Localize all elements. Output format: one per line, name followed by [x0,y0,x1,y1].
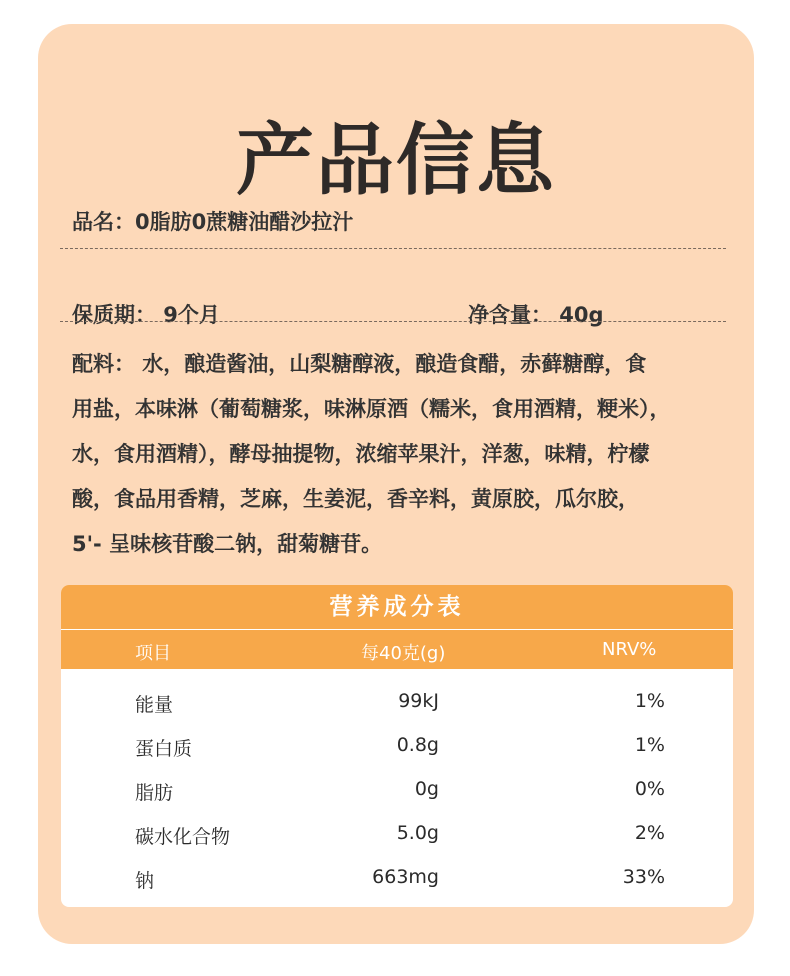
product-info-card [38,24,754,944]
column-header-nrv: NRV% [602,639,657,660]
product-name: 品名：0脂肪0蔗糖油醋沙拉汁 [72,210,354,234]
nutrient-value: 0g [414,778,439,800]
ingredients-line: 酸，食品用香精，芝麻，生姜泥，香辛料，黄原胶，瓜尔胶， [72,487,639,511]
nutrient-nrv: 0% [634,778,665,800]
ingredients-line: 水，食用酒精），酵母抽提物，浓缩苹果汁，洋葱，味精，柠檬 [72,442,650,466]
dashed-divider [60,248,726,249]
nutrient-value: 5.0g [396,822,439,844]
nutrient-nrv: 2% [634,822,665,844]
net-content: 净含量： 40g [468,303,604,327]
table-row [61,734,733,764]
nutrient-name: 脂肪 [135,782,174,804]
nutrition-column-headers [61,630,733,669]
dashed-divider [60,321,726,322]
column-header-item: 项目 [135,643,171,664]
nutrient-value: 99kJ [398,690,439,712]
nutrition-heading: 营养成分表 [61,585,733,629]
nutrient-nrv: 1% [634,734,665,756]
nutrient-nrv: 33% [622,866,665,888]
nutrient-value: 0.8g [396,734,439,756]
nutrition-table [61,585,733,907]
nutrient-value: 663mg [372,866,439,888]
nutrient-name: 蛋白质 [135,738,193,760]
nutrient-name: 碳水化合物 [135,826,231,848]
ingredients-line: 用盐，本味淋（葡萄糖浆，味淋原酒（糯米，食用酒精，粳米）， [72,397,671,421]
table-row [61,822,733,852]
table-row [61,778,733,808]
ingredients-list [72,342,732,567]
page-title: 产品信息 [235,116,556,206]
ingredients-line: 配料： 水，酿造酱油，山梨糖醇液，酿造食醋，赤藓糖醇，食 [72,352,647,376]
nutrient-name: 钠 [135,870,155,892]
nutrient-name: 能量 [135,694,174,716]
column-header-per: 每40克(g) [361,643,446,664]
ingredients-line: 5'- 呈味核苷酸二钠，甜菊糖苷。 [72,532,383,556]
table-row [61,866,733,896]
table-row [61,690,733,720]
shelf-life: 保质期： 9个月 [72,303,220,327]
nutrient-nrv: 1% [634,690,665,712]
